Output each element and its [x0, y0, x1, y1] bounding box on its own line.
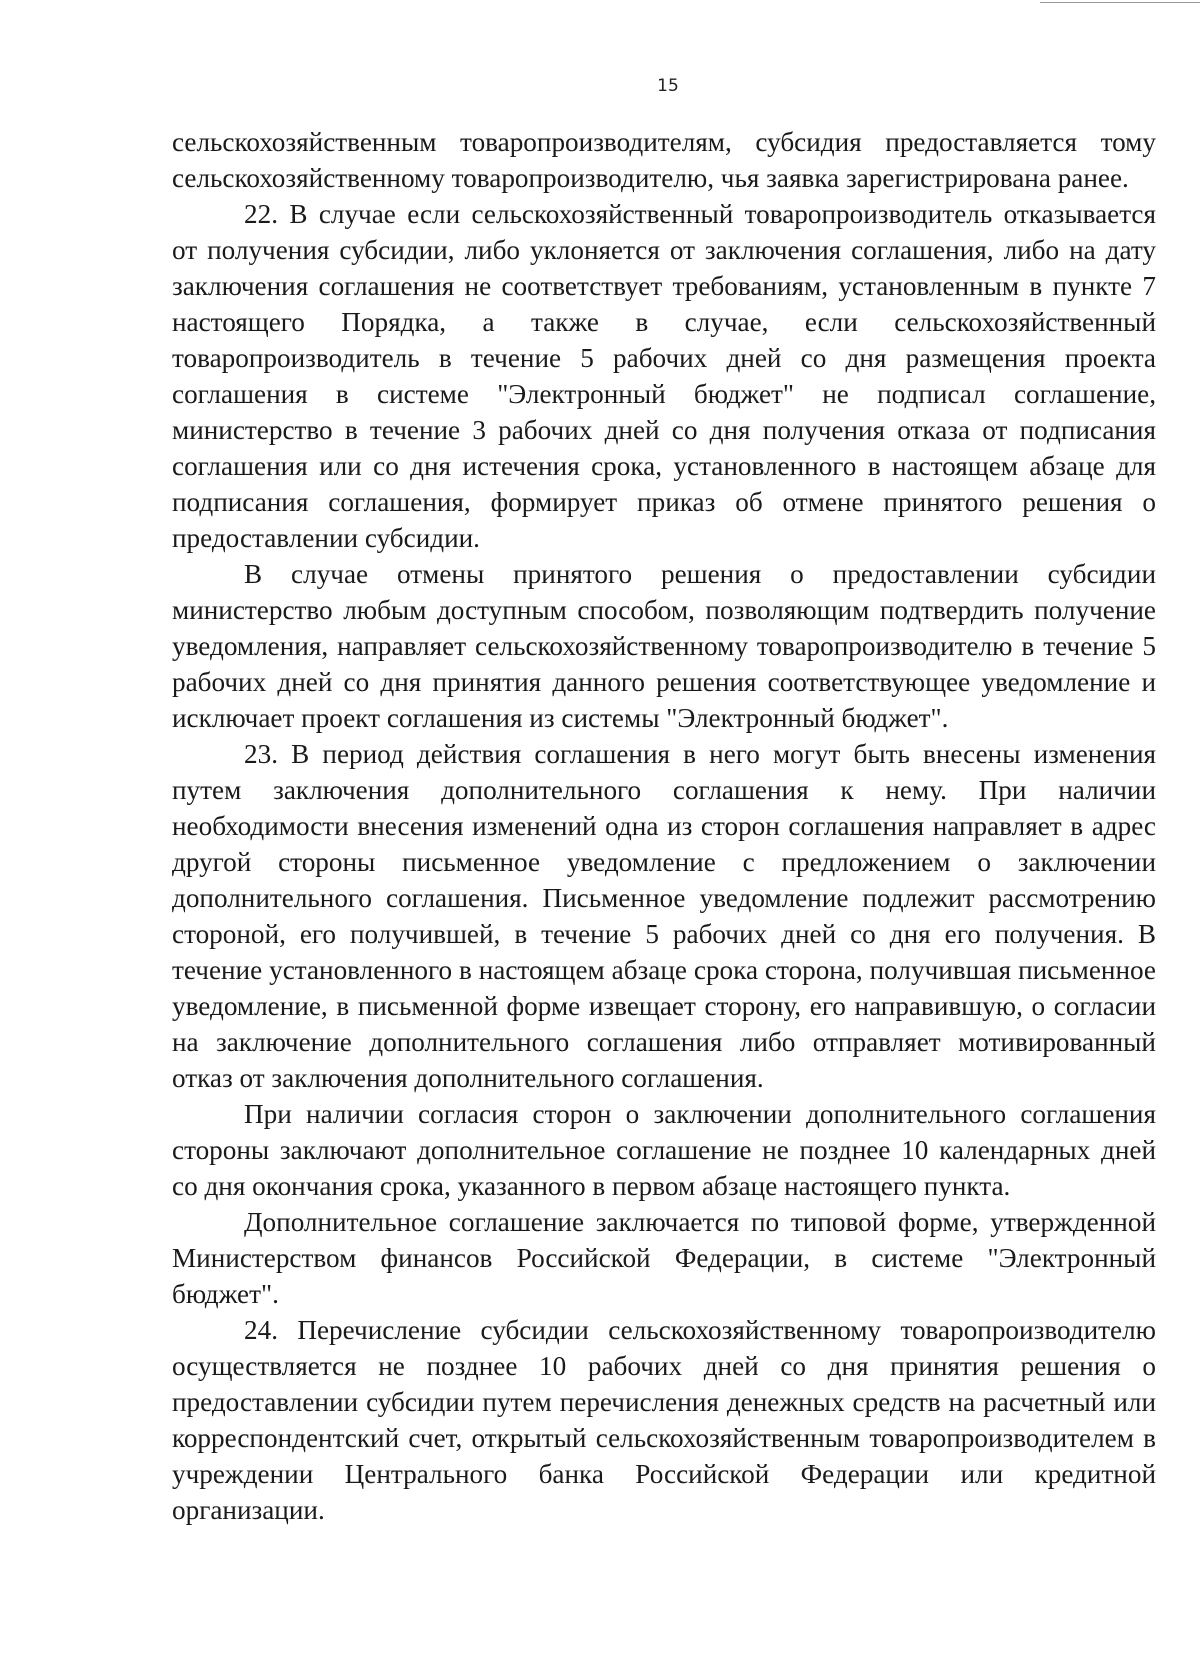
paragraph-22-cancellation: В случае отмены принятого решения о предоставлении субсидии министерство любым доступным способом, позволяющим подтвердить получение уведомления, направляет сельскохозяйственному товаропроизводителю в течение 5 рабочих дней со дня принятия данного решения соответствующее уведомление и исключает проект соглашения из системы "Электронный бюджет".	[172, 559, 1156, 733]
page-number: 15	[657, 76, 679, 96]
paragraph-22: 22. В случае если сельскохозяйственный товаропроизводитель отказывается от получения субсидии, либо уклоняется от заключения соглашения, либо на дату заключения соглашения не соответствует требованиям, установленным в пункте 7 настоящего Порядка, а также в случае, если сельскохозяйственный товаропроизводитель в течение 5 рабочих дней со дня размещения проекта соглашения в системе "Электронный бюджет" не подписал соглашение, министерство в течение 3 рабочих дней со дня получения отказа от подписания соглашения или со дня истечения срока, установленного в настоящем абзаце для подписания соглашения, формирует приказ об отмене принятого решения о предоставлении субсидии.	[172, 199, 1156, 553]
paragraph-23: 23. В период действия соглашения в него могут быть внесены изменения путем заключения дополнительного соглашения к нему. При наличии необходимости внесения изменений одна из сторон соглашения направляет в адрес другой стороны письменное уведомление с предложением о заключении дополнительного соглашения. Письменное уведомление подлежит рассмотрению стороной, его получившей, в течение 5 рабочих дней со дня его получения. В течение установленного в настоящем абзаце срока сторона, получившая письменное уведомление, в письменной форме извещает сторону, его направившую, о согласии на заключение дополнительного соглашения либо отправляет мотивированный отказ от заключения дополнительного соглашения.	[172, 739, 1156, 1093]
scan-edge-line	[1040, 2, 1200, 3]
paragraph-24: 24. Перечисление субсидии сельскохозяйственному товаропроизводителю осуществляется не позднее 10 рабочих дней со дня принятия решения о предоставлении субсидии путем перечисления денежных средств на расчетный или корреспондентский счет, открытый сельскохозяйственным товаропроизводителем в учреждении Центрального банка Российской Федерации или кредитной организации.	[172, 1315, 1156, 1525]
document-body	[172, 124, 1156, 1528]
paragraph-23-standard-form: Дополнительное соглашение заключается по типовой форме, утвержденной Министерством финансов Российской Федерации, в системе "Электронный бюджет".	[172, 1207, 1156, 1309]
paragraph-23-agreement: При наличии согласия сторон о заключении дополнительного соглашения стороны заключают дополнительное соглашение не позднее 10 календарных дней со дня окончания срока, указанного в первом абзаце настоящего пункта.	[172, 1099, 1156, 1201]
paragraph-continuation: сельскохозяйственным товаропроизводителям, субсидия предоставляется тому сельскохозяйственному товаропроизводителю, чья заявка зарегистрирована ранее.	[172, 127, 1156, 193]
